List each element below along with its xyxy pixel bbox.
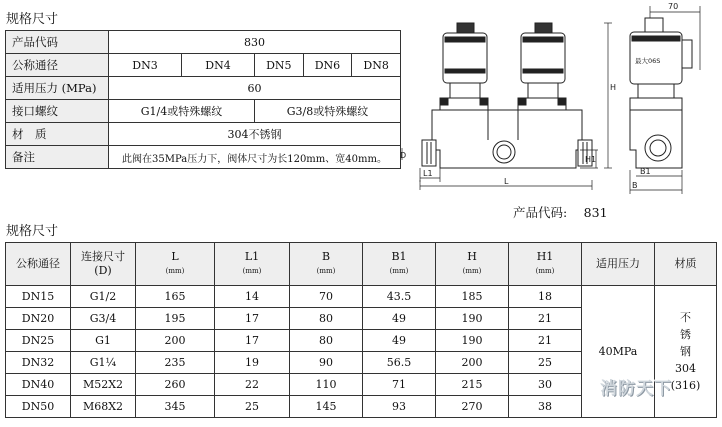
note-value: 此阀在35MPa压力下，阀体尺寸为长120mm、宽40mm。: [109, 146, 401, 169]
table-cell: 17: [215, 330, 290, 352]
nominal-value: DN6: [303, 54, 352, 77]
table-cell: M68X2: [71, 396, 136, 418]
table-cell: G1¼: [71, 352, 136, 374]
dim-h1-label: H1: [585, 155, 597, 164]
top-section-title: 规格尺寸: [6, 12, 59, 27]
header-cell: B1 (mm): [363, 243, 436, 286]
table-cell: 235: [136, 352, 215, 374]
table-cell: 270: [436, 396, 509, 418]
dim-l1-label: L1: [423, 169, 433, 178]
table-cell: 110: [290, 374, 363, 396]
header-cell: L (mm): [136, 243, 215, 286]
header-cell: H1 (mm): [509, 243, 582, 286]
table-row: [6, 54, 401, 77]
pressure-label: 适用压力 (MPa): [6, 77, 109, 100]
table-cell: 56.5: [363, 352, 436, 374]
table-cell: G3/4: [71, 308, 136, 330]
top-spec-table: [5, 30, 401, 169]
table-row: [6, 123, 401, 146]
table-cell: 21: [509, 330, 582, 352]
table-cell: 49: [363, 330, 436, 352]
table-row: [6, 31, 401, 54]
table-cell: 90: [290, 352, 363, 374]
table-cell: 190: [436, 330, 509, 352]
table-cell: 80: [290, 308, 363, 330]
plug-label: 最大06S: [635, 57, 661, 65]
pressure-cell: 40MPa: [582, 286, 655, 418]
table-cell: DN40: [6, 374, 71, 396]
table-cell: 185: [436, 286, 509, 308]
table-cell: 195: [136, 308, 215, 330]
nominal-value: DN8: [352, 54, 401, 77]
nominal-value: DN3: [109, 54, 182, 77]
material-value: 304不锈钢: [109, 123, 401, 146]
dim-b-label: B: [632, 181, 638, 190]
header-cell: 材质: [655, 243, 717, 286]
header-cell: L1 (mm): [215, 243, 290, 286]
nominal-value: DN4: [181, 54, 254, 77]
dim-b1-label: B1: [640, 167, 651, 176]
drawing-product-code: 产品代码: 831: [513, 205, 608, 220]
valve-body: [422, 110, 592, 168]
nominal-label: 公称通径: [6, 54, 109, 77]
table-cell: 190: [436, 308, 509, 330]
table-cell: 80: [290, 330, 363, 352]
table-cell: DN25: [6, 330, 71, 352]
pressure-value: 60: [109, 77, 401, 100]
table-cell: G1: [71, 330, 136, 352]
valve-drawing: [400, 0, 722, 225]
table-cell: 25: [215, 396, 290, 418]
left-solenoid-coil: [440, 23, 488, 110]
table-cell: 38: [509, 396, 582, 418]
side-view: [630, 18, 692, 168]
dim-70-label: 70: [668, 2, 679, 11]
table-cell: 22: [215, 374, 290, 396]
dim-h-label: H: [610, 83, 617, 92]
table-cell: 145: [290, 396, 363, 418]
table-cell: 93: [363, 396, 436, 418]
table-cell: DN20: [6, 308, 71, 330]
header-cell: H (mm): [436, 243, 509, 286]
right-solenoid-coil: [518, 23, 566, 110]
material-cell: 不 锈 钢 304 (316): [655, 286, 717, 418]
table-cell: 30: [509, 374, 582, 396]
table-cell: 43.5: [363, 286, 436, 308]
table-cell: 215: [436, 374, 509, 396]
header-cell: 连接尺寸 (D): [71, 243, 136, 286]
table-row: [6, 286, 717, 308]
table-cell: 71: [363, 374, 436, 396]
table-cell: 17: [215, 308, 290, 330]
table-cell: 260: [136, 374, 215, 396]
table-cell: DN32: [6, 352, 71, 374]
table-cell: DN50: [6, 396, 71, 418]
table-cell: 345: [136, 396, 215, 418]
note-label: 备注: [6, 146, 109, 169]
table-cell: 18: [509, 286, 582, 308]
table-row: [6, 100, 401, 123]
bottom-section-title: 规格尺寸: [6, 224, 59, 239]
table-header-row: [6, 243, 717, 286]
material-label: 材 质: [6, 123, 109, 146]
table-cell: G1/2: [71, 286, 136, 308]
table-cell: 21: [509, 308, 582, 330]
table-cell: 70: [290, 286, 363, 308]
table-cell: 25: [509, 352, 582, 374]
table-cell: 14: [215, 286, 290, 308]
table-cell: 19: [215, 352, 290, 374]
dim-l-label: L: [504, 177, 509, 186]
header-cell: B (mm): [290, 243, 363, 286]
table-row: [6, 146, 401, 169]
thread-value: G1/4或特殊螺纹: [109, 100, 255, 123]
table-cell: DN15: [6, 286, 71, 308]
thread-value: G3/8或特殊螺纹: [254, 100, 400, 123]
table-cell: 200: [436, 352, 509, 374]
table-cell: 200: [136, 330, 215, 352]
product-code-value: 830: [109, 31, 401, 54]
thread-label: 接口螺纹: [6, 100, 109, 123]
watermark: 消防天下: [600, 379, 672, 399]
dim-d-label: D: [400, 151, 407, 160]
header-cell: 适用压力: [582, 243, 655, 286]
product-code-label: 产品代码: [6, 31, 109, 54]
table-cell: 49: [363, 308, 436, 330]
nominal-value: DN5: [254, 54, 303, 77]
header-cell: 公称通径: [6, 243, 71, 286]
table-cell: 165: [136, 286, 215, 308]
table-row: [6, 77, 401, 100]
table-cell: M52X2: [71, 374, 136, 396]
